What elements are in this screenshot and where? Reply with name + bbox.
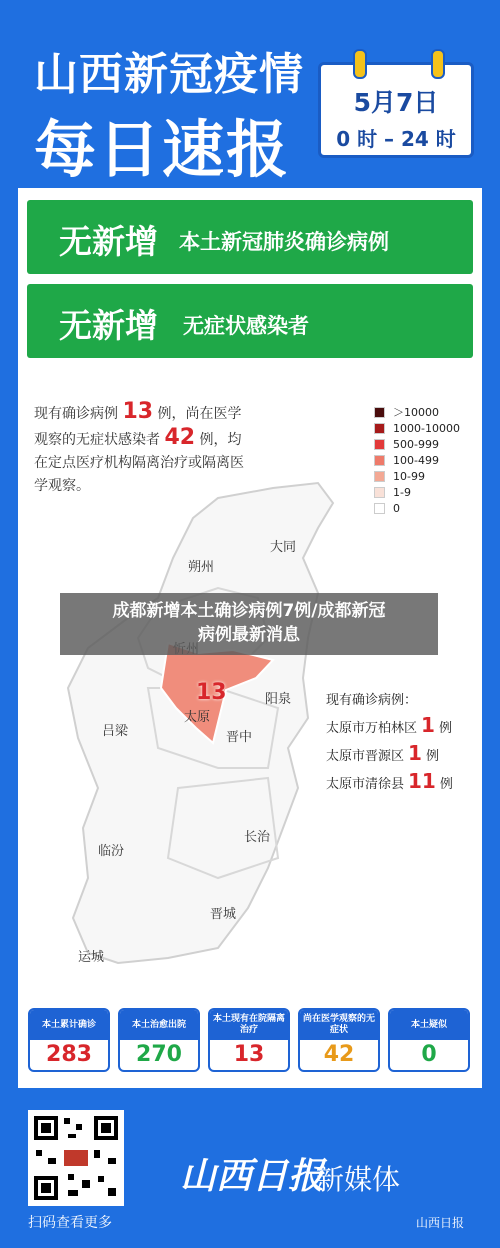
legend-item: 100-499 — [374, 452, 460, 468]
note-text: 现有确诊病例 — [34, 406, 118, 422]
banner-big-text: 无新增 — [59, 222, 158, 261]
note-number: 13 — [122, 399, 154, 424]
title-line2: 每日速报 — [34, 113, 291, 186]
stat-label: 本土治愈出院 — [120, 1010, 198, 1040]
overlay-line: 病例最新消息 — [198, 625, 300, 645]
stat-value: 283 — [46, 1042, 92, 1067]
city-label: 阳泉 — [265, 692, 292, 707]
city-label: 运城 — [78, 950, 105, 965]
current-row: 太原市晋源区 1 例 — [326, 741, 439, 765]
city-label: 长治 — [244, 830, 271, 845]
legend-item: 500-999 — [374, 436, 460, 452]
stat-card — [118, 1008, 200, 1072]
legend-item: 0 — [374, 500, 460, 516]
city-label: 大同 — [270, 540, 297, 555]
stat-label: 本土现有在院隔离治疗 — [210, 1010, 288, 1040]
headline-overlay[interactable] — [60, 593, 438, 655]
ring-icon — [431, 49, 445, 79]
note-text: 例，尚在医学观察的无症状感染者 — [34, 406, 242, 448]
stat-value: 42 — [323, 1042, 355, 1067]
date-main: 5月7日 — [353, 88, 439, 117]
note-text: 例，均在定点医疗机构隔离治疗或隔离医学观察。 — [34, 432, 244, 494]
map-panel — [18, 388, 482, 1088]
city-label: 临汾 — [98, 844, 125, 859]
stat-label: 本土疑似 — [390, 1010, 468, 1040]
legend-item: 10-99 — [374, 468, 460, 484]
city-label: 晋中 — [226, 730, 253, 745]
new-media-label: 新媒体 — [316, 1163, 401, 1196]
date-range: 0 时 – 24 时 — [336, 127, 456, 151]
legend-item: 1-9 — [374, 484, 460, 500]
current-row: 太原市清徐县 11 例 — [326, 769, 453, 793]
stat-card — [388, 1008, 470, 1072]
ring-icon — [353, 49, 367, 79]
city-label: 太原 — [184, 710, 211, 725]
legend-item: 1000-10000 — [374, 420, 460, 436]
banner-new-cases — [27, 200, 473, 274]
date-card — [318, 62, 474, 158]
stat-card — [28, 1008, 110, 1072]
legend-item: ＞10000 — [374, 404, 460, 420]
stat-label: 本土累计确诊 — [30, 1010, 108, 1040]
stat-value: 0 — [421, 1042, 437, 1067]
banner-small-text: 无症状感染者 — [183, 314, 309, 338]
banner-panel — [18, 188, 482, 388]
banner-big-text: 无新增 — [59, 306, 158, 345]
current-row: 太原市万柏林区 1 例 — [326, 713, 452, 737]
stat-card — [298, 1008, 380, 1072]
title-line1: 山西新冠疫情 — [34, 49, 304, 100]
overlay-line: 成都新增本土确诊病例7例/成都新冠 — [112, 601, 386, 621]
taiyuan-count: 13 — [196, 680, 227, 705]
watermark: 山西日报 — [416, 1216, 465, 1230]
city-label: 朔州 — [188, 560, 215, 575]
banner-small-text: 本土新冠肺炎确诊病例 — [179, 230, 389, 254]
newspaper-logo: 山西日报 — [180, 1155, 325, 1197]
banner-asymptomatic — [27, 284, 473, 358]
qr-label: 扫码查看更多 — [28, 1215, 112, 1231]
city-label: 晋城 — [210, 907, 237, 922]
note-number: 42 — [164, 425, 196, 450]
current-cases — [326, 688, 453, 797]
qr-code-icon[interactable] — [28, 1110, 124, 1206]
city-label: 吕梁 — [102, 724, 129, 739]
stat-value: 13 — [233, 1042, 265, 1067]
stat-label: 尚在医学观察的无症状 — [300, 1010, 378, 1040]
current-title: 现有确诊病例： — [326, 693, 418, 708]
stat-value: 270 — [136, 1042, 182, 1067]
overlay-text — [60, 599, 438, 647]
stat-card — [208, 1008, 290, 1072]
